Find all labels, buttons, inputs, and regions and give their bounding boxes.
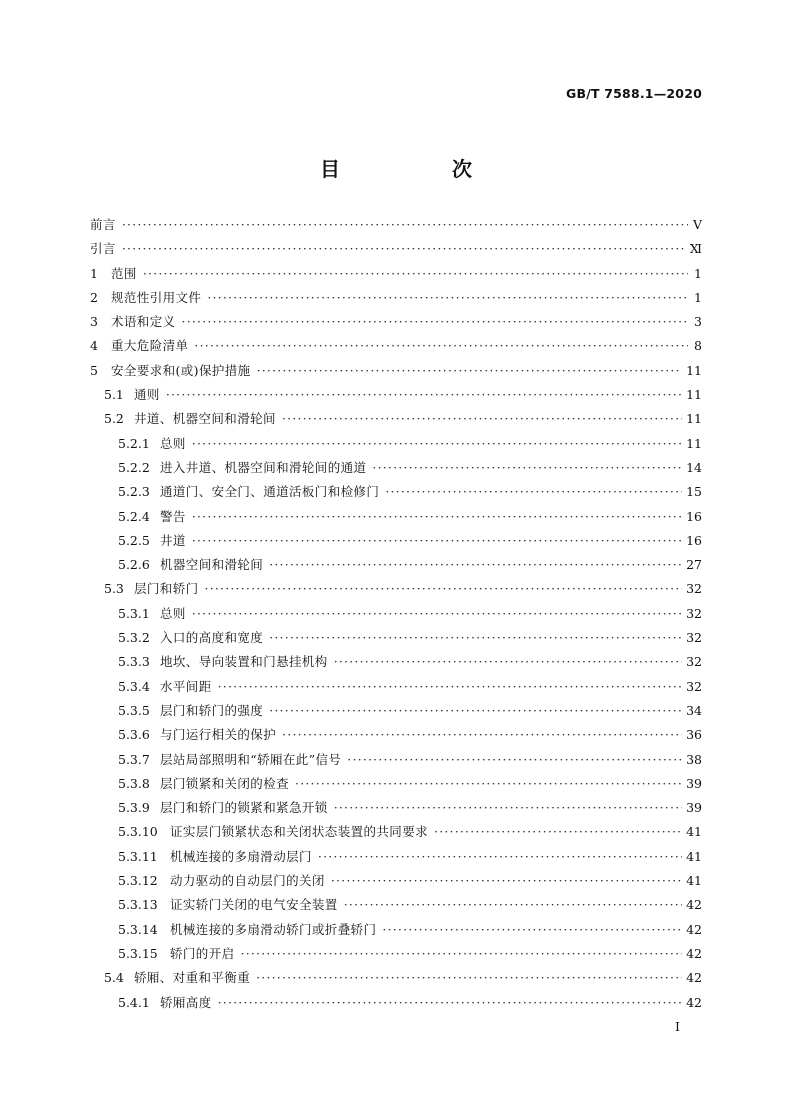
- toc-entry[interactable]: [90, 725, 702, 749]
- toc-entry-label: 层门和轿门的锁紧和紧急开锁: [160, 800, 328, 816]
- toc-entry[interactable]: [90, 968, 702, 992]
- toc-entry-page: 14: [686, 459, 702, 475]
- toc-entry-page: 41: [686, 873, 702, 889]
- toc-entry-label: 规范性引用文件: [111, 289, 202, 305]
- toc-entry[interactable]: [90, 944, 702, 968]
- toc-entry-page: 11: [686, 411, 702, 427]
- toc-entry[interactable]: [90, 871, 702, 895]
- page-number: Ⅰ: [675, 1019, 680, 1034]
- toc-entry[interactable]: [90, 750, 702, 774]
- toc-entry-label: 警告: [160, 508, 186, 524]
- toc-entry-page: 16: [686, 508, 702, 524]
- toc-entry-number: 5.3.7: [118, 751, 150, 767]
- toc-entry[interactable]: [90, 434, 702, 458]
- toc-entry[interactable]: [90, 409, 702, 433]
- dot-leader: [241, 946, 683, 961]
- dot-leader: [256, 970, 682, 985]
- toc-entry-number: 5.3.9: [118, 800, 150, 816]
- toc-entry[interactable]: [90, 847, 702, 871]
- toc-entry-label: 前言: [90, 217, 116, 232]
- toc-entry-number: 5.3.3: [118, 654, 150, 670]
- toc-entry-page: 8: [694, 338, 702, 354]
- toc-entry-page: 39: [686, 800, 702, 816]
- dot-leader: [347, 752, 682, 767]
- dot-leader: [194, 338, 688, 353]
- toc-entry-page: 32: [686, 678, 702, 694]
- toc-entry[interactable]: [90, 920, 702, 944]
- toc-entry[interactable]: [90, 239, 702, 263]
- toc-entry[interactable]: [90, 604, 702, 628]
- toc-entry-label: 引言: [90, 241, 116, 257]
- dot-leader: [192, 436, 682, 451]
- standard-code: GB/T 7588.1—2020: [566, 86, 702, 101]
- toc-entry[interactable]: [90, 215, 702, 239]
- dot-leader: [295, 776, 682, 791]
- toc-entry-page: 34: [686, 702, 702, 718]
- toc-entry-label: 层门和轿门: [134, 581, 199, 597]
- toc-entry[interactable]: [90, 288, 702, 312]
- toc-entry-page: 39: [686, 775, 702, 791]
- toc-entry-label: 范围: [111, 265, 137, 281]
- toc-entry-page: 3: [694, 314, 702, 330]
- dot-leader: [192, 509, 682, 524]
- toc-entry-page: 15: [686, 484, 702, 500]
- toc-entry-number: 5.3.6: [118, 727, 150, 743]
- toc-entry-number: 4: [90, 338, 98, 354]
- toc-entry-page: 11: [686, 435, 702, 451]
- toc-entry-page: 42: [686, 994, 702, 1010]
- toc-entry-page: 27: [686, 557, 702, 573]
- toc-entry-page: 1: [694, 265, 702, 281]
- toc-entry-number: 5.2.1: [118, 435, 150, 451]
- toc-entry-number: 5.1: [104, 387, 124, 403]
- toc-entry-label: 机械连接的多扇滑动层门: [170, 848, 312, 864]
- toc-entry-number: 5.2.5: [118, 532, 150, 548]
- dot-leader: [192, 606, 682, 621]
- toc-entry[interactable]: [90, 531, 702, 555]
- toc-entry[interactable]: [90, 677, 702, 701]
- dot-leader: [344, 897, 682, 912]
- toc-entry[interactable]: [90, 507, 702, 531]
- toc-entry[interactable]: [90, 895, 702, 919]
- toc-entry-number: 3: [90, 314, 98, 330]
- dot-leader: [218, 679, 682, 694]
- toc-entry[interactable]: [90, 798, 702, 822]
- toc-entry-number: 1: [90, 265, 98, 281]
- dot-leader: [205, 581, 683, 596]
- toc-entry-number: 5.2.4: [118, 508, 150, 524]
- toc-entry-number: 5.2.6: [118, 557, 150, 573]
- toc-entry-label: 证实层门锁紧状态和关闭状态装置的共同要求: [170, 824, 429, 840]
- toc-entry[interactable]: [90, 993, 702, 1017]
- toc-entry-number: 5.3.1: [118, 605, 150, 621]
- toc-entry[interactable]: [90, 361, 702, 385]
- toc-entry-page: Ⅺ: [689, 241, 702, 257]
- dot-leader: [331, 873, 682, 888]
- toc-entry-label: 井道、机器空间和滑轮间: [134, 411, 276, 427]
- dot-leader: [192, 533, 682, 548]
- toc-entry-page: 42: [686, 945, 702, 961]
- toc-entry-label: 通道门、安全门、通道活板门和检修门: [160, 484, 380, 500]
- toc-entry-label: 井道: [160, 532, 186, 548]
- toc-entry-label: 轿门的开启: [170, 945, 235, 961]
- toc-entry[interactable]: [90, 652, 702, 676]
- dot-leader: [372, 460, 682, 475]
- toc-entry-page: 11: [686, 362, 702, 378]
- toc-entry-page: 32: [686, 654, 702, 670]
- toc-entry-number: 5.3.12: [118, 873, 158, 889]
- dot-leader: [143, 266, 688, 281]
- toc-entry[interactable]: [90, 822, 702, 846]
- toc-entry-label: 层门锁紧和关闭的检查: [160, 775, 290, 791]
- dot-leader: [269, 557, 682, 572]
- toc-entry-label: 进入井道、机器空间和滑轮间的通道: [160, 459, 367, 475]
- dot-leader: [182, 314, 688, 329]
- toc-entry-number: 5.4.1: [118, 994, 150, 1010]
- toc-entry-label: 地坎、导向装置和门悬挂机构: [160, 654, 328, 670]
- toc-entry-label: 通则: [134, 387, 160, 403]
- toc-entry-page: 42: [686, 921, 702, 937]
- toc-entry[interactable]: [90, 555, 702, 579]
- dot-leader: [207, 290, 688, 305]
- toc-entry-label: 总则: [160, 605, 186, 621]
- toc-entry-page: 32: [686, 630, 702, 646]
- toc-entry-page: 32: [686, 605, 702, 621]
- dot-leader: [385, 484, 682, 499]
- toc-entry-page: 11: [686, 387, 702, 403]
- toc-entry-page: 38: [686, 751, 702, 767]
- toc-entry[interactable]: [90, 579, 702, 603]
- dot-leader: [257, 363, 683, 378]
- toc-entry-number: 5.3.10: [118, 824, 158, 840]
- dot-leader: [122, 217, 688, 232]
- toc-entry[interactable]: [90, 628, 702, 652]
- toc-entry-page: 1: [694, 289, 702, 305]
- toc-entry[interactable]: [90, 312, 702, 336]
- toc-entry-number: 5.4: [104, 970, 124, 986]
- dot-leader: [434, 824, 682, 839]
- toc-entry-page: 32: [686, 581, 702, 597]
- toc-entry-label: 轿厢高度: [160, 994, 212, 1010]
- toc-entry-label: 证实轿门关闭的电气安全装置: [170, 897, 338, 913]
- toc-entry-number: 5: [90, 362, 98, 378]
- toc-entry-page: Ⅴ: [692, 217, 702, 232]
- toc-entry-number: 5.3.15: [118, 945, 158, 961]
- toc-entry-number: 5.3.5: [118, 702, 150, 718]
- toc-entry-page: 16: [686, 532, 702, 548]
- toc-entry-number: 5.3.13: [118, 897, 158, 913]
- dot-leader: [269, 703, 682, 718]
- toc-entry-label: 轿厢、对重和平衡重: [134, 970, 251, 986]
- toc-entry[interactable]: [90, 336, 702, 360]
- toc-entry[interactable]: [90, 385, 702, 409]
- toc-entry-number: 5.3.8: [118, 775, 150, 791]
- toc-entry[interactable]: [90, 264, 702, 288]
- dot-leader: [269, 630, 682, 645]
- toc-entry[interactable]: [90, 701, 702, 725]
- dot-leader: [334, 800, 682, 815]
- toc-entry-label: 水平间距: [160, 678, 212, 694]
- toc-entry-label: 层门和轿门的强度: [160, 702, 264, 718]
- dot-leader: [166, 387, 682, 402]
- toc-entry-label: 术语和定义: [111, 314, 176, 330]
- toc-entry-label: 动力驱动的自动层门的关闭: [170, 873, 325, 889]
- toc-entry-number: 5.3.2: [118, 630, 150, 646]
- toc-entry[interactable]: [90, 482, 702, 506]
- toc-entry-label: 机器空间和滑轮间: [160, 557, 264, 573]
- toc-entry-page: 42: [686, 897, 702, 913]
- toc-entry-label: 入口的高度和宽度: [160, 630, 264, 646]
- toc-entry-number: 5.2.2: [118, 459, 150, 475]
- toc-entry-label: 层站局部照明和“轿厢在此”信号: [160, 751, 342, 767]
- dot-leader: [318, 849, 682, 864]
- toc-entry-number: 5.2.3: [118, 484, 150, 500]
- toc-entry-page: 41: [686, 824, 702, 840]
- toc-entry-number: 5.3.4: [118, 678, 150, 694]
- toc-entry-number: 5.2: [104, 411, 124, 427]
- dot-leader: [122, 241, 686, 256]
- toc-entry-label: 安全要求和(或)保护措施: [111, 362, 251, 378]
- toc-entry-number: 5.3: [104, 581, 124, 597]
- toc-entry-number: 5.3.14: [118, 921, 158, 937]
- toc-entry[interactable]: [90, 458, 702, 482]
- dot-leader: [282, 727, 682, 742]
- dot-leader: [282, 411, 682, 426]
- page-title: 目 次: [320, 157, 518, 181]
- toc-entry-label: 与门运行相关的保护: [160, 727, 277, 743]
- dot-leader: [334, 654, 682, 669]
- toc-entry-label: 总则: [160, 435, 186, 451]
- dot-leader: [218, 995, 682, 1010]
- table-of-contents: [90, 215, 702, 1017]
- toc-entry-number: 5.3.11: [118, 848, 158, 864]
- toc-entry-label: 机械连接的多扇滑动轿门或折叠轿门: [170, 921, 377, 937]
- toc-entry[interactable]: [90, 774, 702, 798]
- dot-leader: [382, 922, 682, 937]
- toc-entry-page: 36: [686, 727, 702, 743]
- toc-entry-number: 2: [90, 289, 98, 305]
- toc-entry-label: 重大危险清单: [111, 338, 189, 354]
- toc-entry-page: 42: [686, 970, 702, 986]
- toc-entry-page: 41: [686, 848, 702, 864]
